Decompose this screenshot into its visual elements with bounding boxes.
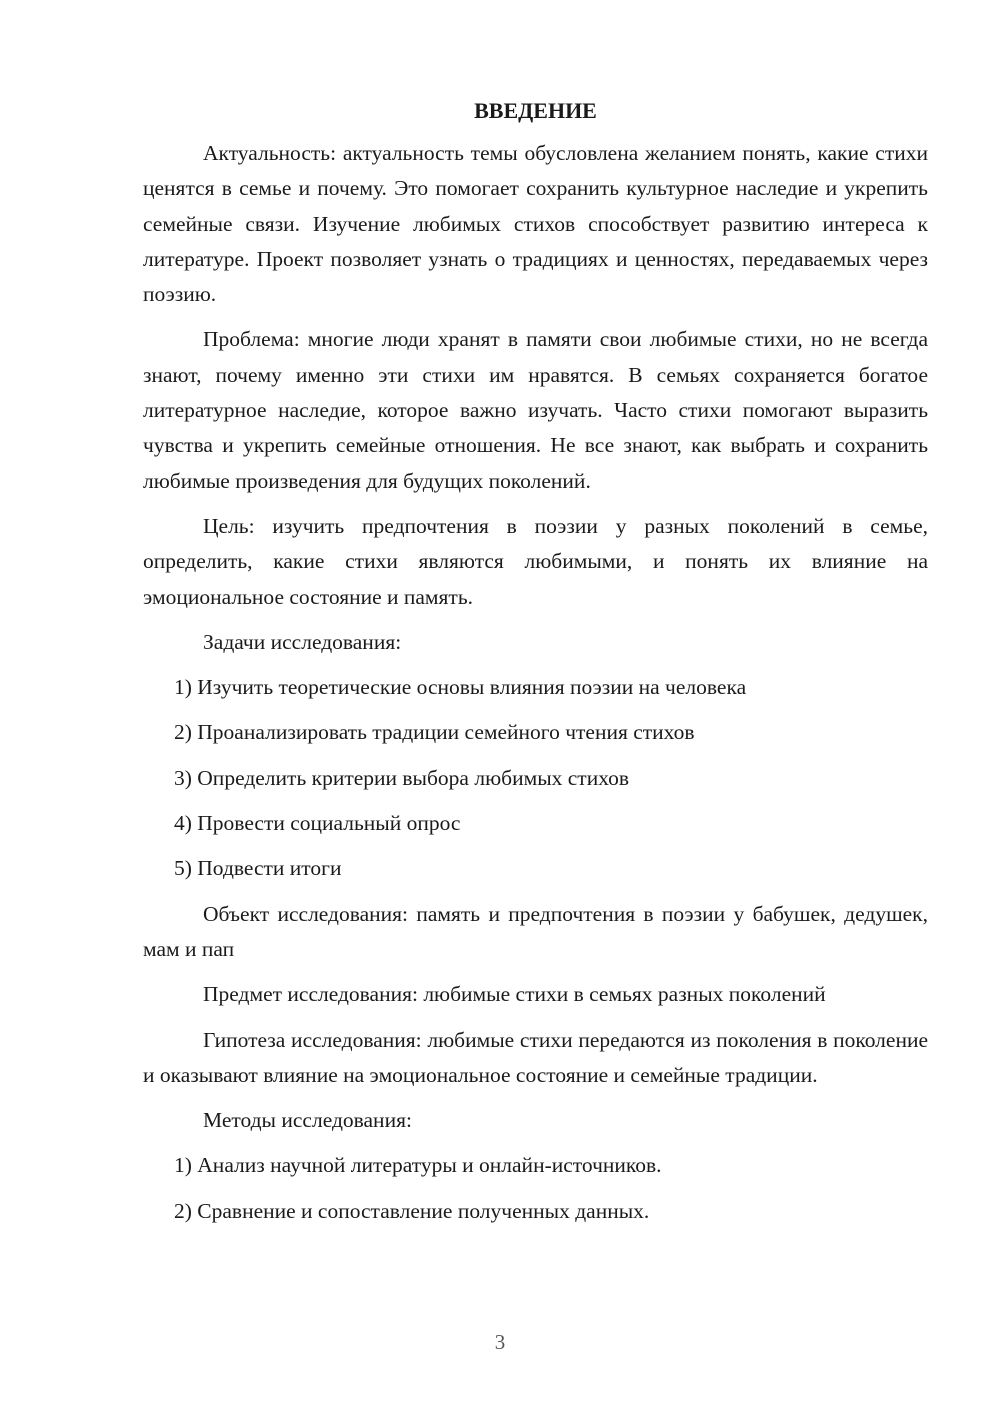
- tasks-heading: Задачи исследования:: [203, 629, 402, 654]
- section-title: ВВЕДЕНИЕ: [474, 98, 597, 123]
- task-item: 2) Проанализировать традиции семейного чтения стихов: [174, 720, 695, 745]
- method-item: 2) Сравнение и сопоставление полученных данных.: [174, 1198, 650, 1223]
- object-paragraph: Объект исследования: память и предпочтения в поэзии у бабушек, дедушек, мам и пап: [143, 901, 928, 961]
- subject-paragraph: Предмет исследования: любимые стихи в семьях разных поколений: [203, 982, 826, 1007]
- relevance-paragraph: Актуальность: актуальность темы обусловлена желанием понять, какие стихи ценятся в семье и почему. Это помогает сохранить культурное наследие и укрепить семейные связи. Изучение любимых стихов способствует развитию интереса к литературе. Проект позволяет узнать о традициях и ценностях, передаваемых через поэзию.: [143, 141, 928, 307]
- method-item: 1) Анализ научной литературы и онлайн-источников.: [174, 1153, 662, 1178]
- task-item: 3) Определить критерии выбора любимых стихов: [174, 765, 630, 790]
- hypothesis-paragraph: Гипотеза исследования: любимые стихи передаются из поколения в поколение и оказывают влияние на эмоциональное состояние и семейные традиции.: [143, 1027, 928, 1087]
- methods-heading: Методы исследования:: [203, 1108, 412, 1133]
- task-item: 5) Подвести итоги: [174, 856, 342, 881]
- task-item: 1) Изучить теоретические основы влияния поэзии на человека: [174, 675, 747, 700]
- page-number: 3: [494, 1330, 506, 1354]
- problem-paragraph: Проблема: многие люди хранят в памяти свои любимые стихи, но не всегда знают, почему именно эти стихи им нравятся. В семьях сохраняется богатое литературное наследие, которое важно изучать. Часто стихи помогают выразить чувства и укрепить семейные отношения. Не все знают, как выбрать и сохранить любимые произведения для будущих поколений.: [143, 327, 928, 493]
- task-item: 4) Провести социальный опрос: [174, 811, 461, 836]
- page-content: [143, 96, 928, 1239]
- goal-paragraph: Цель: изучить предпочтения в поэзии у разных поколений в семье, определить, какие стихи являются любимыми, и понять их влияние на эмоциональное состояние и память.: [143, 513, 928, 609]
